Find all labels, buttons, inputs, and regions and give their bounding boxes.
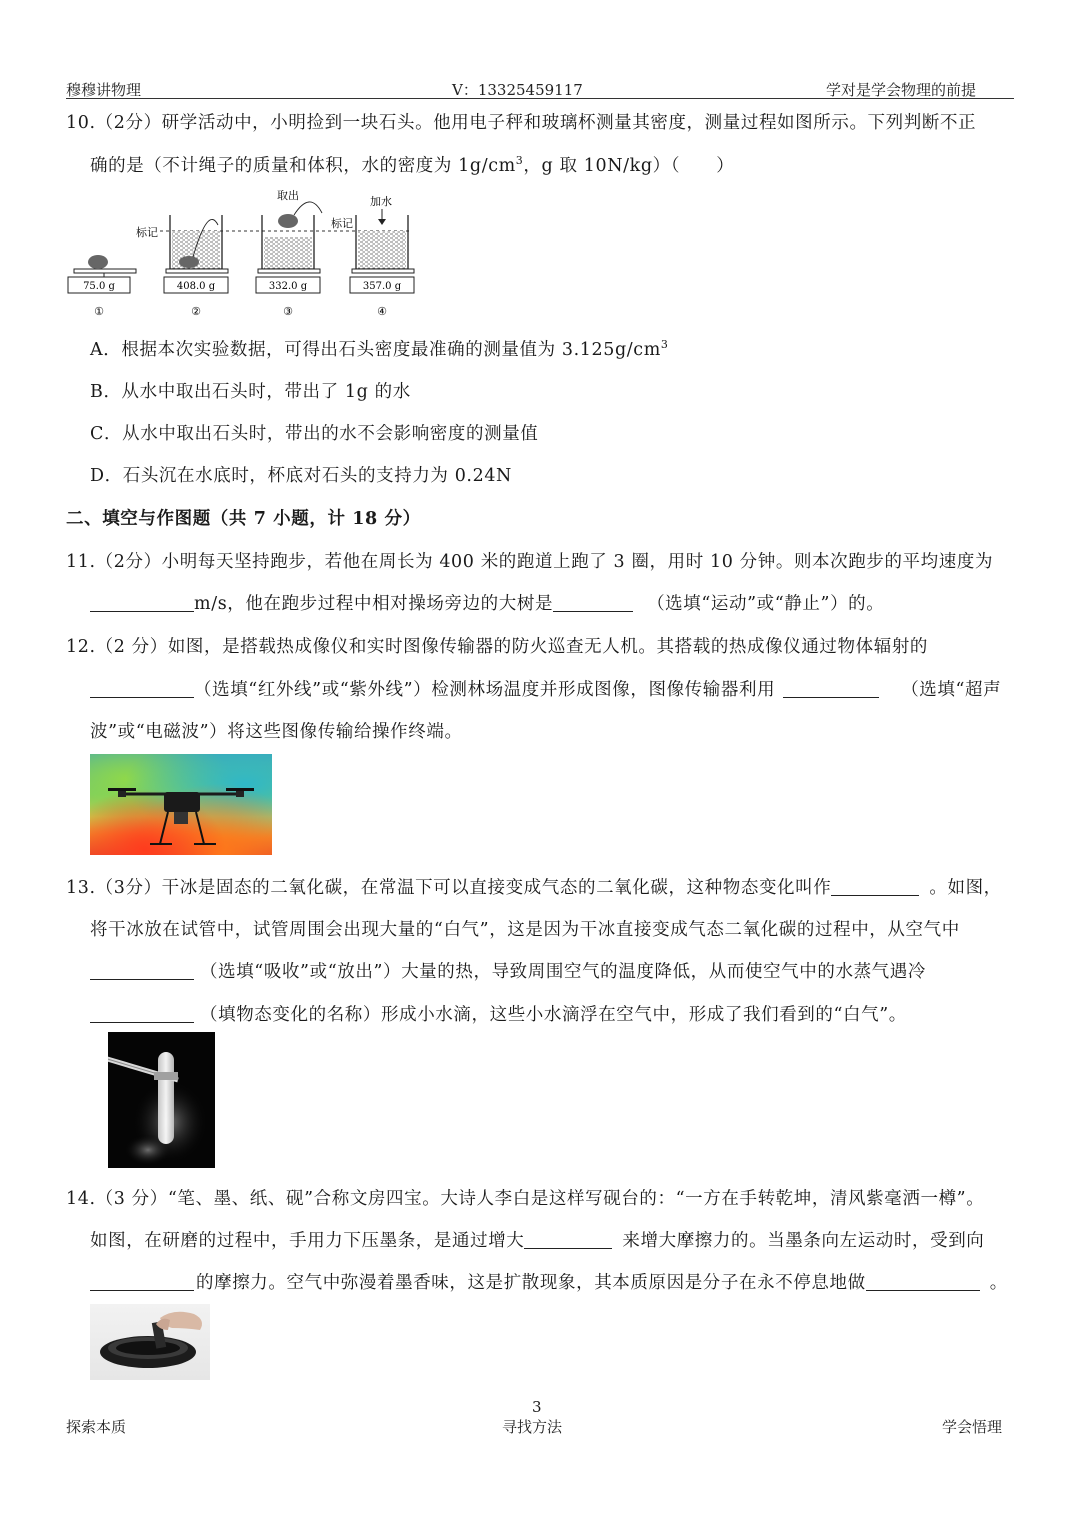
answer-blank (90, 679, 194, 698)
answer-blank (90, 1004, 194, 1023)
q12-line1: 12.（2 分）如图，是搭载热成像仪和实时图像传输器的防火巡查无人机。其搭载的热成像仪通过物体辐射的 (66, 637, 929, 657)
header-left: 穆穆讲物理 (66, 81, 142, 99)
dry-ice-test-tube-image (108, 1032, 215, 1168)
q14-line2: 如图，在研磨的过程中，手用力下压墨条，是通过增大 来增大摩擦力的。当墨条向左运动时，受到向 (90, 1231, 985, 1251)
q14-line1: 14.（3 分）“笔、墨、纸、砚”合称文房四宝。大诗人李白是这样写砚台的：“一方在手转乾坤，清风紫毫洒一樽”。 (66, 1189, 985, 1209)
q10-option-d: D．石头沉在水底时，杯底对石头的支持力为 0.24N (90, 466, 512, 486)
scale-reading: 408.0 g (176, 281, 216, 292)
q11-line1: 11.（2分）小明每天坚持跑步，若他在周长为 400 米的跑道上跑了 3 圈，用时 10 分钟。则本次跑步的平均速度为 (66, 552, 994, 572)
drone-thermal-image (90, 754, 272, 855)
q13-line1: 13.（3分）干冰是固态的二氧化碳，在常温下可以直接变成气态的二氧化碳，这种物态变化叫作 。如图， (66, 878, 1002, 898)
q10-experiment-figure (60, 185, 430, 325)
label-take-out: 取出 (277, 189, 299, 202)
footer-right: 学会悟理 (942, 1418, 1003, 1436)
step-number: ① (94, 305, 104, 318)
scale-1 (68, 255, 136, 318)
answer-blank (831, 877, 919, 896)
q10-line1: 10.（2分）研学活动中，小明捡到一块石头。他用电子秤和玻璃杯测量其密度，测量过程如图所示。下列判断不正 (66, 113, 977, 133)
scale-4 (350, 209, 414, 318)
stone (179, 256, 199, 268)
scale-reading: 357.0 g (362, 281, 402, 292)
answer-blank (90, 593, 194, 612)
scale-reading: 332.0 g (268, 281, 308, 292)
header-rule (66, 98, 1014, 99)
scale-3 (256, 202, 322, 318)
answer-blank (866, 1272, 980, 1291)
label-mark-2: 标记 (331, 217, 353, 230)
answer-blank (524, 1230, 612, 1249)
q10-option-b: B．从水中取出石头时，带出了 1g 的水 (90, 382, 411, 402)
answer-blank (553, 593, 633, 612)
page-number: 3 (532, 1398, 542, 1416)
answer-blank (90, 1272, 194, 1291)
scale-2 (164, 215, 228, 318)
q12-line2: （选填“红外线”或“紫外线”）检测林场温度并形成图像，图像传输器利用 （选填“超声 (90, 676, 1001, 701)
step-number: ② (191, 305, 201, 318)
stone (88, 255, 108, 269)
answer-blank (783, 679, 879, 698)
q13-line2: 将干冰放在试管中，试管周围会出现大量的“白气”，这是因为干冰直接变成气态二氧化碳的过程中，从空气中 (90, 920, 960, 940)
header-right: 学对是学会物理的前提 (826, 81, 977, 99)
q10-option-c: C．从水中取出石头时，带出的水不会影响密度的测量值 (90, 424, 539, 444)
step-number: ④ (377, 305, 387, 318)
q12-line3: 波”或“电磁波”）将这些图像传输给操作终端。 (90, 722, 463, 742)
q10-option-a: A．根据本次实验数据，可得出石头密度最准确的测量值为 $3.125g/cm^3$ (90, 338, 669, 360)
label-mark-1: 标记 (136, 226, 158, 239)
footer-left: 探索本质 (66, 1418, 127, 1436)
header-center: V：13325459117 (452, 81, 583, 99)
section-title: 二、填空与作图题（共 7 小题，计 18 分） (66, 509, 421, 529)
scale-reading: 75.0 g (83, 281, 115, 292)
footer-center: 寻找方法 (502, 1418, 563, 1436)
q10-line2: 确的是（不计绳子的质量和体积，水的密度为 $1g/cm^3$，g 取 10N/kg）（ ） (90, 154, 735, 176)
label-add-water: 加水 (370, 195, 392, 208)
q14-line3: 的摩擦力。空气中弥漫着墨香味，这是扩散现象，其本质原因是分子在永不停息地做 。 (90, 1269, 1008, 1294)
answer-blank (90, 961, 194, 980)
q13-line4: （填物态变化的名称）形成小水滴，这些小水滴浮在空气中，形成了我们看到的“白气”。 (90, 1001, 907, 1026)
step-number: ③ (283, 305, 293, 318)
q13-line3: （选填“吸收”或“放出”）大量的热，导致周围空气的温度降低，从而使空气中的水蒸气遇冷 (90, 958, 926, 983)
q11-line2: m/s，他在跑步过程中相对操场旁边的大树是 （选填“运动”或“静止”）的。 (90, 590, 884, 615)
stone (278, 214, 298, 228)
inkstone-grinding-image (90, 1304, 210, 1380)
